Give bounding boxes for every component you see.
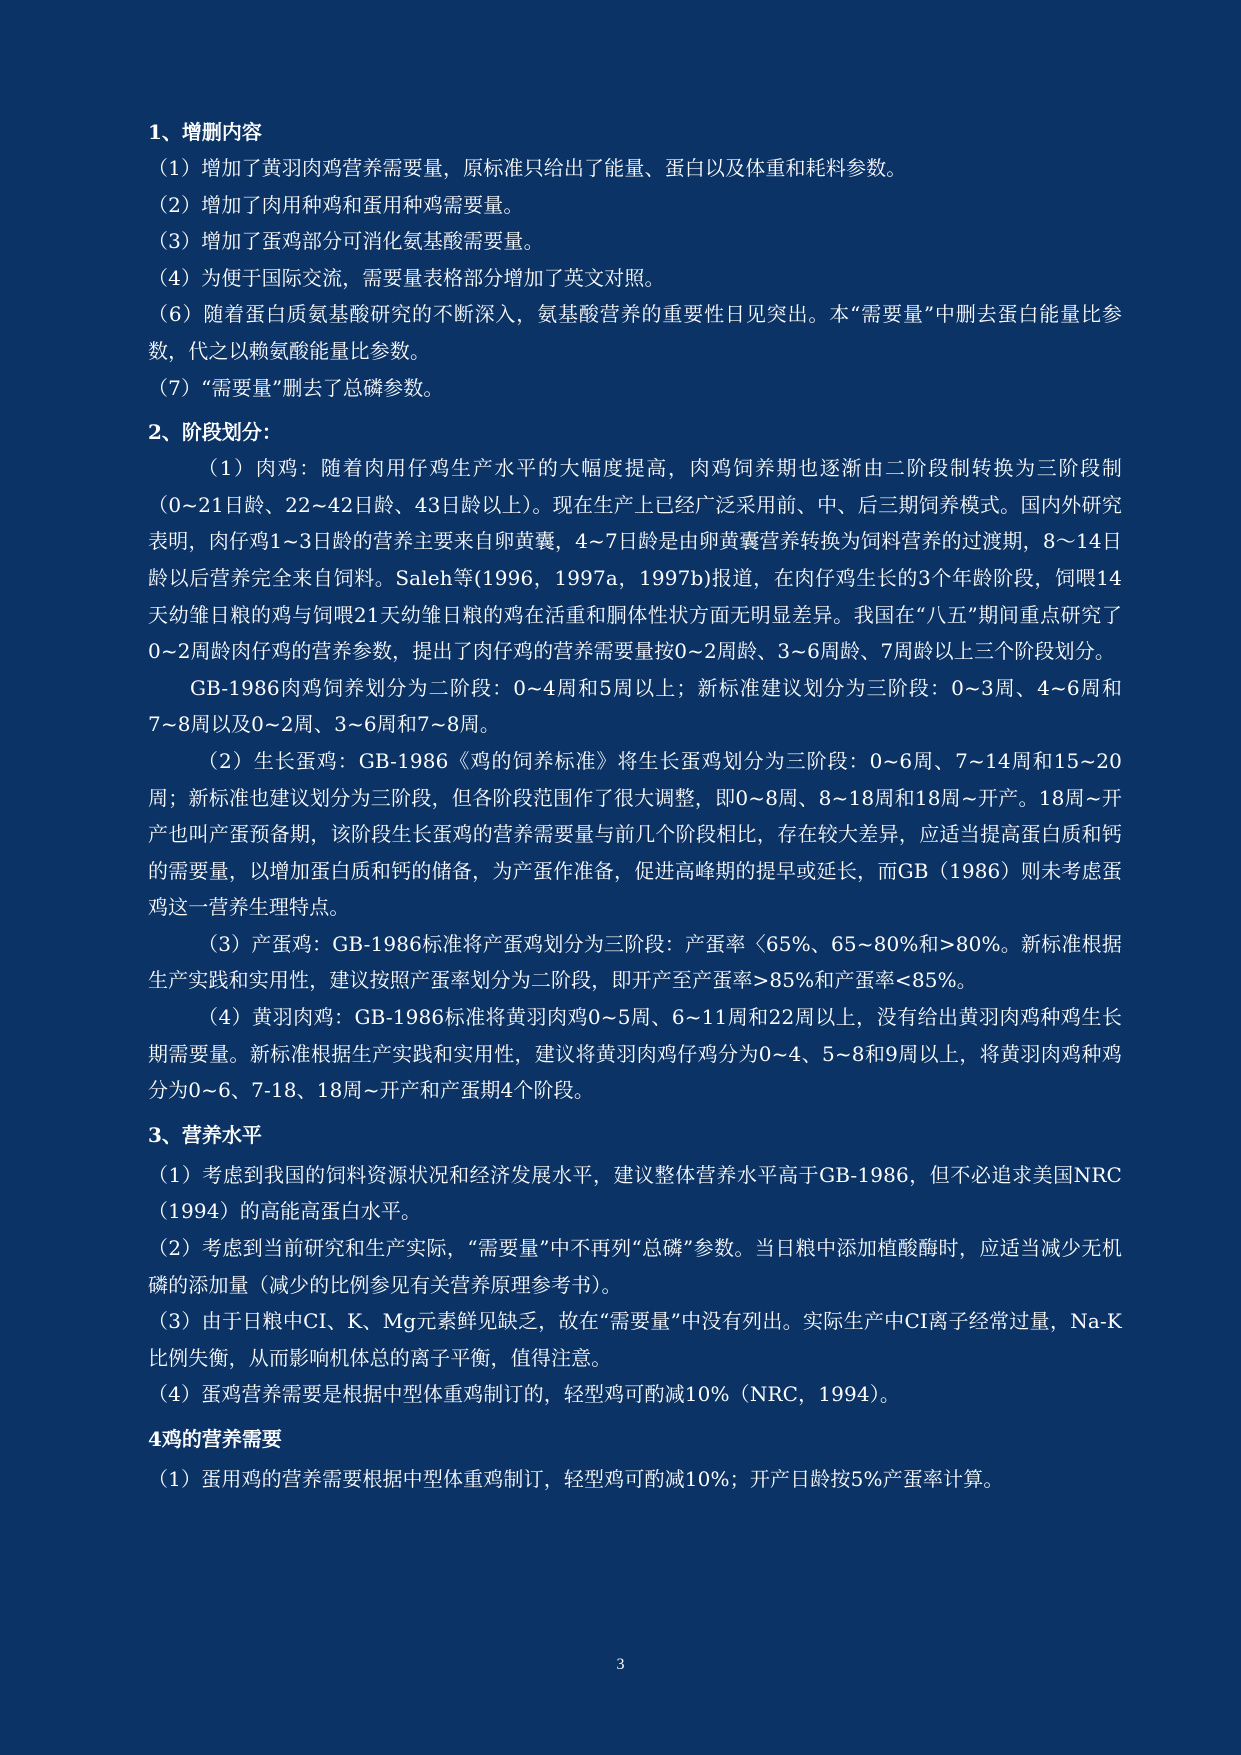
document-page <box>148 114 1122 1498</box>
paragraph: （4）为便于国际交流，需要量表格部分增加了英文对照。 <box>148 265 665 290</box>
paragraph: （1）蛋用鸡的营养需要根据中型体重鸡制订，轻型鸡可酌减10%；开产日龄按5%产蛋率计算。 <box>148 1467 1004 1491</box>
paragraph: （3）产蛋鸡：GB-1986标准将产蛋鸡划分为三阶段：产蛋率〈65%、65~80%和>80%。新标准根据生产实践和实用性，建议按照产蛋率划分为二阶段，即开产至产蛋率>85%和产蛋率<85%。 <box>148 931 1122 993</box>
section-heading: 4鸡的营养需要 <box>148 1427 282 1451</box>
paragraph: （4）蛋鸡营养需要是根据中型体重鸡制订的，轻型鸡可酌减10%（NRC，1994）。 <box>148 1382 901 1407</box>
paragraph: （2）生长蛋鸡：GB-1986《鸡的饲养标准》将生长蛋鸡划分为三阶段：0~6周、7~14周和15~20周；新标准也建议划分为三阶段，但各阶段范围作了很大调整，即0~8周、8~18周和18周~开产。18周~开产也叫产蛋预备期，该阶段生长蛋鸡的营养需要量与前几个阶段相比，存在较大差异，应适当提高蛋白质和钙的需要量，以增加蛋白质和钙的储备，为产蛋作准备，促进高峰期的提早或延长，而GB（1986）则未考虑蛋鸡这一营养生理特点。 <box>148 748 1122 920</box>
paragraph: （2）增加了肉用种鸡和蛋用种鸡需要量。 <box>148 192 524 217</box>
paragraph: （2）考虑到当前研究和生产实际，“需要量”中不再列“总磷”参数。当日粮中添加植酸酶时，应适当减少无机磷的添加量（减少的比例参见有关营养原理参考书）。 <box>148 1236 1122 1297</box>
section-heading: 3、营养水平 <box>148 1122 262 1147</box>
paragraph: （7）“需要量”删去了总磷参数。 <box>148 375 444 400</box>
paragraph: （1）肉鸡：随着肉用仔鸡生产水平的大幅度提高，肉鸡饲养期也逐渐由二阶段制转换为三阶段制（0~21日龄、22~42日龄、43日龄以上）。现在生产上已经广泛采用前、中、后三期饲养模式。国内外研究表明，肉仔鸡1~3日龄的营养主要来自卵黄囊，4~7日龄是由卵黄囊营养转换为饲料营养的过渡期，8～14日龄以后营养完全来自饲料。Saleh等(1996，1997a，1997b)报道，在肉仔鸡生长的3个年龄阶段，饲喂14天幼雏日粮的鸡与饲喂21天幼雏日粮的鸡在活重和胴体性状方面无明显差异。我国在“八五”期间重点研究了0~2周龄肉仔鸡的营养参数，提出了肉仔鸡的营养需要量按0~2周龄、3~6周龄、7周龄以上三个阶段划分。 <box>148 456 1122 664</box>
paragraph: （3）增加了蛋鸡部分可消化氨基酸需要量。 <box>148 229 544 254</box>
paragraph: GB-1986肉鸡饲养划分为二阶段：0~4周和5周以上；新标准建议划分为三阶段：0~3周、4~6周和7~8周以及0~2周、3~6周和7~8周。 <box>148 675 1122 737</box>
section-heading: 2、阶段划分： <box>148 420 282 445</box>
section-heading: 1、增删内容 <box>148 120 262 144</box>
page-number: 3 <box>616 1656 625 1673</box>
paragraph: （4）黄羽肉鸡：GB-1986标准将黄羽肉鸡0~5周、6~11周和22周以上，没有给出黄羽肉鸡种鸡生长期需要量。新标准根据生产实践和实用性，建议将黄羽肉鸡仔鸡分为0~4、5~8和9周以上，将黄羽肉鸡种鸡分为0~6、7-18、18周~开产和产蛋期4个阶段。 <box>148 1005 1122 1103</box>
paragraph: （1）考虑到我国的饲料资源状况和经济发展水平，建议整体营养水平高于GB-1986，但不必追求美国NRC（1994）的高能高蛋白水平。 <box>148 1162 1122 1224</box>
paragraph: （1）增加了黄羽肉鸡营养需要量，原标准只给出了能量、蛋白以及体重和耗料参数。 <box>148 156 907 180</box>
paragraph: （3）由于日粮中CI、K、Mg元素鲜见缺乏，故在“需要量”中没有列出。实际生产中CI离子经常过量，Na-K比例失衡，从而影响机体总的离子平衡，值得注意。 <box>148 1309 1122 1370</box>
paragraph: （6）随着蛋白质氨基酸研究的不断深入，氨基酸营养的重要性日见突出。本“需要量”中删去蛋白能量比参数，代之以赖氨酸能量比参数。 <box>148 302 1122 363</box>
